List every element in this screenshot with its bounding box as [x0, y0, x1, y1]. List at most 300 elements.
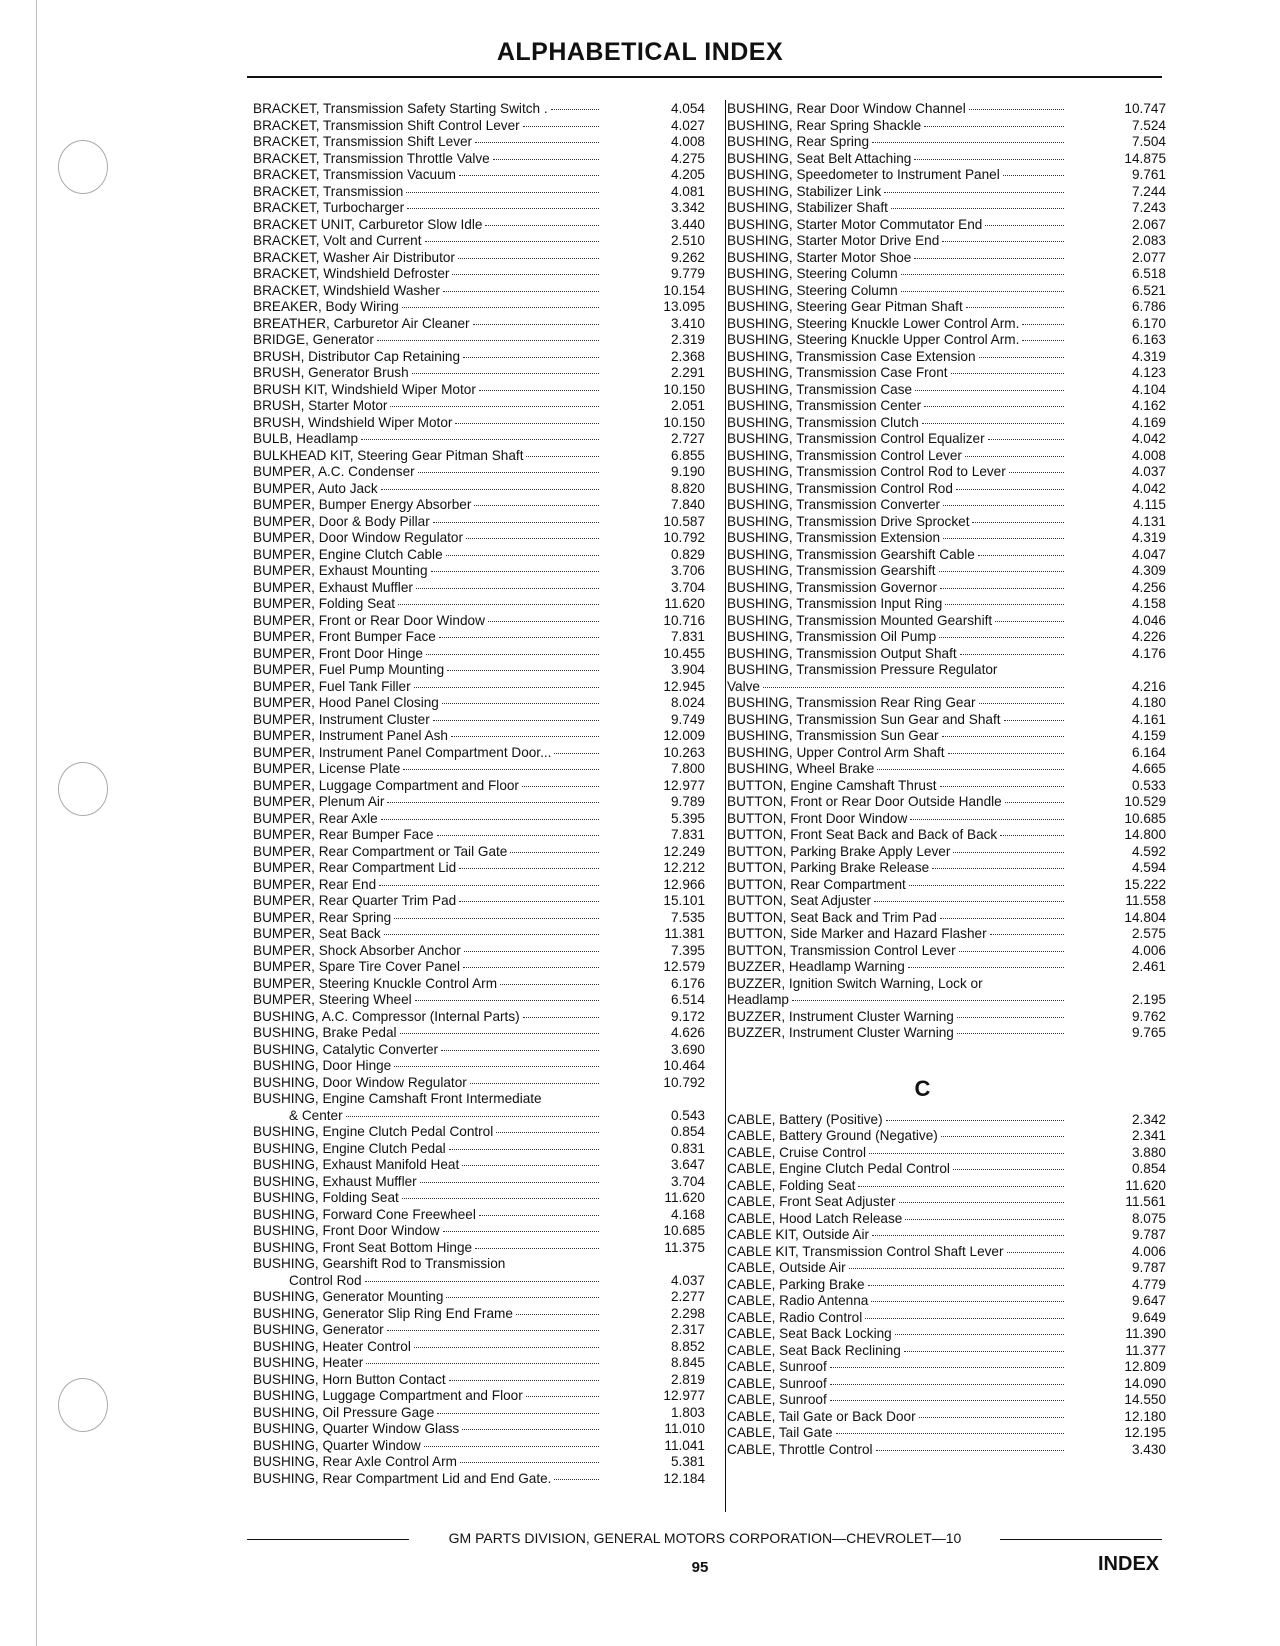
index-entry: [724, 1194, 1166, 1211]
entry-reference: 3.904: [670, 662, 705, 677]
index-entry: [253, 250, 705, 267]
entry-reference: 4.131: [1131, 513, 1166, 529]
punch-hole-mark: [58, 762, 108, 816]
dot-leader: [924, 406, 1064, 407]
index-entry: [253, 431, 705, 448]
dot-leader: [915, 390, 1064, 391]
index-entry: [724, 712, 1166, 729]
entry-text: CABLE, Parking Brake: [727, 1276, 865, 1292]
dot-leader: [1004, 720, 1064, 721]
entry-text: BUSHING, Transmission Gearshift: [727, 563, 936, 578]
entry-reference: 1.803: [670, 1404, 705, 1420]
index-entry: [253, 926, 705, 943]
entry-text: BRUSH, Distributor Cap Retaining: [253, 348, 461, 364]
dot-leader: [966, 307, 1064, 308]
entry-text: BUSHING, Exhaust Manifold Heat: [253, 1157, 460, 1172]
index-entry: [253, 1174, 705, 1191]
dot-leader: [554, 1479, 599, 1480]
dot-leader: [406, 192, 599, 193]
entry-reference: 15.101: [663, 893, 705, 908]
entry-reference: 12.195: [1124, 1425, 1166, 1440]
entry-text: BUMPER, Front Bumper Face: [253, 629, 436, 644]
entry-text: CABLE, Radio Control: [727, 1309, 863, 1325]
entry-text: BUSHING, Stabilizer Shaft: [727, 200, 888, 215]
index-entry: [253, 1339, 705, 1356]
entry-reference: 12.579: [663, 959, 705, 974]
entry-reference: 8.845: [670, 1355, 705, 1370]
punch-hole-mark: [58, 140, 108, 194]
entry-reference: 14.090: [1124, 1375, 1166, 1391]
entry-text: BRACKET, Turbocharger: [253, 200, 405, 215]
dot-leader: [932, 868, 1064, 869]
entry-text: BUSHING, Seat Belt Attaching: [727, 150, 912, 166]
dot-leader: [446, 1297, 599, 1298]
entry-text: BUZZER, Instrument Cluster Warning: [727, 1008, 954, 1024]
entry-reference: 10.685: [663, 1223, 705, 1238]
entry-text: BUSHING, Transmission Converter: [727, 497, 941, 512]
entry-reference: 2.077: [1131, 249, 1166, 265]
entry-text: BUMPER, Engine Clutch Cable: [253, 546, 443, 562]
entry-text: BUTTON, Transmission Control Lever: [727, 942, 956, 958]
index-entry: [253, 118, 705, 135]
entry-reference: 4.309: [1131, 563, 1166, 578]
dot-leader: [387, 802, 599, 803]
index-entry: [724, 514, 1166, 531]
index-column-left: [253, 101, 705, 1487]
entry-reference: 4.161: [1131, 711, 1166, 727]
dot-leader: [792, 1000, 1064, 1001]
entry-reference: 4.046: [1131, 612, 1166, 628]
entry-text: BRACKET, Volt and Current: [253, 233, 422, 248]
dot-leader: [1003, 175, 1064, 176]
dot-leader: [522, 786, 599, 787]
index-entry: [253, 827, 705, 844]
entry-text: BUMPER, Luggage Compartment and Floor: [253, 777, 519, 793]
index-entry: [253, 695, 705, 712]
entry-reference: 3.690: [670, 1041, 705, 1057]
entry-text: BUSHING, Catalytic Converter: [253, 1041, 439, 1057]
dot-leader: [441, 1050, 599, 1051]
dot-leader: [910, 819, 1064, 820]
dot-leader: [978, 555, 1064, 556]
entry-reference: 2.575: [1131, 926, 1166, 941]
index-entry: [724, 1128, 1166, 1145]
dot-leader: [895, 1334, 1064, 1335]
index-entry: [253, 266, 705, 283]
entry-reference: 12.977: [663, 1388, 705, 1403]
dot-leader: [945, 604, 1064, 605]
entry-reference: 2.368: [670, 348, 705, 364]
entry-text: BUSHING, Rear Axle Control Arm: [253, 1454, 457, 1469]
index-entry: [253, 596, 705, 613]
entry-text: BRACKET, Windshield Washer: [253, 282, 440, 298]
section-label: INDEX: [1098, 1553, 1160, 1575]
entry-reference: 9.761: [1131, 167, 1166, 182]
index-entry: [253, 349, 705, 366]
entry-reference: 10.685: [1124, 810, 1166, 826]
entry-text: BUTTON, Parking Brake Apply Lever: [727, 843, 951, 859]
entry-reference: 9.779: [670, 266, 705, 281]
dot-leader: [462, 1429, 599, 1430]
dot-leader: [387, 1330, 599, 1331]
dot-leader: [876, 1450, 1064, 1451]
entry-text: CABLE, Battery Ground (Negative): [727, 1128, 938, 1143]
index-entry: [253, 1240, 705, 1257]
index-entry: [253, 1306, 705, 1323]
entry-text: BUMPER, Front Door Hinge: [253, 645, 423, 661]
entry-text: BUSHING, Quarter Window: [253, 1437, 421, 1453]
entry-text: BUSHING, Steering Knuckle Lower Control Arm.: [727, 315, 1020, 331]
index-entry: [724, 349, 1166, 366]
index-entry: [253, 1289, 705, 1306]
entry-text: BUZZER, Headlamp Warning: [727, 959, 905, 974]
dot-leader: [943, 505, 1064, 506]
entry-reference: 2.083: [1131, 233, 1166, 248]
entry-text: BUSHING, Transmission Case Extension: [727, 348, 976, 364]
entry-text: BUSHING, Transmission Gearshift Cable: [727, 546, 975, 562]
dot-leader: [462, 1165, 599, 1166]
index-entry: [253, 1355, 705, 1372]
entry-text: BUSHING, Brake Pedal: [253, 1025, 397, 1040]
dot-leader: [407, 208, 599, 209]
dot-leader: [943, 538, 1064, 539]
entry-text: CABLE, Tail Gate or Back Door: [727, 1408, 916, 1424]
entry-reference: 3.440: [670, 216, 705, 232]
entry-reference: 9.787: [1131, 1227, 1166, 1242]
dot-leader: [384, 934, 599, 935]
index-entry: [724, 184, 1166, 201]
entry-text: BUSHING, Transmission Center: [727, 398, 922, 413]
dot-leader: [361, 439, 599, 440]
page-title: ALPHABETICAL INDEX: [496, 38, 784, 66]
index-entry: [253, 1388, 705, 1405]
index-entry: [724, 151, 1166, 168]
index-entry: [724, 596, 1166, 613]
index-entry: [253, 415, 705, 432]
entry-text: BRACKET, Transmission Safety Starting Switch .: [253, 101, 548, 116]
dot-leader: [948, 753, 1064, 754]
index-entry: [724, 679, 1166, 696]
entry-reference: 10.747: [1124, 101, 1166, 116]
index-entry: [724, 1343, 1166, 1360]
index-entry: [253, 1256, 705, 1273]
entry-reference: 0.831: [670, 1140, 705, 1156]
entry-text: BUMPER, Rear Quarter Trim Pad: [253, 893, 457, 908]
entry-text: BUSHING, Starter Motor Drive End: [727, 233, 940, 248]
dot-leader: [526, 1396, 599, 1397]
index-entry: [724, 1376, 1166, 1393]
entry-reference: 2.461: [1131, 959, 1166, 974]
entry-reference: 0.854: [1131, 1161, 1166, 1176]
dot-leader: [551, 109, 599, 110]
dot-leader: [458, 258, 599, 259]
dot-leader: [459, 868, 599, 869]
index-entry: [253, 1438, 705, 1455]
entry-text: BUMPER, Rear Bumper Face: [253, 827, 434, 842]
dot-leader: [398, 604, 599, 605]
index-entry: [724, 1260, 1166, 1277]
entry-text: BUMPER, Rear Compartment Lid: [253, 860, 457, 875]
entry-reference: 12.809: [1124, 1359, 1166, 1374]
dot-leader: [463, 357, 599, 358]
entry-reference: 4.168: [670, 1206, 705, 1222]
index-entry: [253, 1009, 705, 1026]
dot-leader: [488, 621, 599, 622]
entry-reference: 2.277: [670, 1289, 705, 1304]
index-entry: [724, 662, 1166, 679]
index-entry: [724, 1293, 1166, 1310]
dot-leader: [475, 142, 599, 143]
dot-leader: [886, 1120, 1064, 1121]
entry-text: BUSHING, Starter Motor Shoe: [727, 249, 912, 265]
entry-text: Headlamp: [727, 992, 789, 1007]
entry-text: BUTTON, Seat Back and Trim Pad: [727, 909, 937, 925]
index-entry: [253, 1223, 705, 1240]
entry-text: BRUSH, Generator Brush: [253, 365, 409, 380]
entry-reference: 2.298: [670, 1305, 705, 1321]
entry-text: & Center: [289, 1107, 343, 1123]
dot-leader: [953, 852, 1064, 853]
entry-reference: 6.786: [1131, 299, 1166, 314]
dot-leader: [459, 901, 599, 902]
entry-text: BULB, Headlamp: [253, 431, 359, 446]
entry-text: CABLE, Outside Air: [727, 1260, 846, 1275]
entry-reference: 6.514: [670, 992, 705, 1007]
index-entry: [724, 217, 1166, 234]
index-entry: [253, 200, 705, 217]
entry-reference: 2.291: [670, 365, 705, 380]
entry-text: BUSHING, Generator: [253, 1322, 384, 1337]
entry-text: BULKHEAD KIT, Steering Gear Pitman Shaft: [253, 447, 524, 463]
entry-text: BUMPER, Rear End: [253, 876, 377, 892]
entry-reference: 7.244: [1131, 183, 1166, 199]
entry-text: CABLE, Seat Back Reclining: [727, 1342, 901, 1358]
entry-reference: 4.042: [1131, 431, 1166, 446]
entry-reference: 7.524: [1131, 117, 1166, 133]
entry-reference: 12.212: [663, 860, 705, 875]
dot-leader: [959, 951, 1064, 952]
entry-text: BUSHING, Transmission Pressure Regulator: [727, 662, 998, 677]
dot-leader: [1022, 324, 1064, 325]
dot-leader: [416, 588, 599, 589]
entry-text: BUSHING, Transmission Control Rod: [727, 480, 953, 496]
entry-text: BRUSH, Windshield Wiper Motor: [253, 414, 453, 430]
dot-leader: [995, 621, 1064, 622]
dot-leader: [891, 208, 1064, 209]
index-entry: [724, 431, 1166, 448]
index-entry: [724, 745, 1166, 762]
footer-rule-right: [1000, 1539, 1162, 1540]
dot-leader: [420, 1182, 599, 1183]
entry-reference: 14.804: [1124, 909, 1166, 925]
entry-reference: 9.789: [670, 794, 705, 809]
dot-leader: [830, 1400, 1064, 1401]
dot-leader: [1005, 802, 1064, 803]
index-entry: [724, 992, 1166, 1009]
entry-text: BUSHING, Transmission Rear Ring Gear: [727, 695, 976, 710]
entry-reference: 6.163: [1131, 332, 1166, 347]
index-entry: [253, 497, 705, 514]
entry-text: BUTTON, Parking Brake Release: [727, 860, 930, 875]
index-entry: [253, 283, 705, 300]
dot-leader: [951, 373, 1064, 374]
entry-text: BUSHING, Generator Mounting: [253, 1289, 444, 1304]
dot-leader: [479, 390, 599, 391]
entry-text: BUSHING, Quarter Window Glass: [253, 1421, 460, 1436]
entry-reference: 11.381: [664, 926, 705, 941]
entry-text: BUMPER, Steering Knuckle Control Arm: [253, 975, 498, 991]
entry-reference: 4.169: [1131, 414, 1166, 430]
index-entry: [253, 745, 705, 762]
dot-leader: [455, 423, 599, 424]
dot-leader: [858, 1186, 1064, 1187]
entry-text: CABLE, Sunroof: [727, 1359, 827, 1374]
entry-reference: 2.341: [1131, 1128, 1166, 1143]
index-entry: [724, 761, 1166, 778]
index-entry: [253, 1405, 705, 1422]
entry-text: BUSHING, Upper Control Arm Shaft: [727, 744, 945, 760]
entry-text: BUMPER, Hood Panel Closing: [253, 695, 439, 710]
index-entry: [724, 1112, 1166, 1129]
entry-text: BRUSH, Starter Motor: [253, 398, 388, 413]
entry-text: BUSHING, Door Window Regulator: [253, 1074, 467, 1090]
entry-reference: 10.464: [663, 1058, 705, 1073]
dot-leader: [510, 852, 599, 853]
index-entry: [253, 217, 705, 234]
dot-leader: [849, 1268, 1064, 1269]
entry-text: BUMPER, Plenum Air: [253, 794, 385, 809]
entry-reference: 4.008: [1131, 447, 1166, 463]
entry-reference: 5.381: [670, 1454, 705, 1469]
index-entry: [724, 530, 1166, 547]
entry-reference: 3.410: [670, 315, 705, 331]
index-entry: [253, 365, 705, 382]
index-entry: [253, 844, 705, 861]
entry-text: BRACKET, Washer Air Distributor: [253, 249, 455, 265]
dot-leader: [446, 555, 599, 556]
dot-leader: [474, 505, 599, 506]
dot-leader: [836, 1433, 1064, 1434]
entry-text: BUZZER, Instrument Cluster Warning: [727, 1025, 954, 1040]
entry-reference: 11.561: [1125, 1194, 1166, 1209]
entry-text: BUSHING, Steering Gear Pitman Shaft: [727, 299, 963, 314]
dot-leader: [869, 1153, 1064, 1154]
entry-reference: 14.800: [1124, 827, 1166, 842]
entry-reference: 4.047: [1131, 546, 1166, 562]
dot-leader: [346, 1116, 599, 1117]
entry-reference: 11.620: [1125, 1177, 1166, 1193]
index-entry: [724, 877, 1166, 894]
entry-text: BUMPER, Spare Tire Cover Panel: [253, 959, 461, 974]
index-entry: [724, 1211, 1166, 1228]
entry-text: BUSHING, Wheel Brake: [727, 761, 875, 776]
entry-text: BUTTON, Seat Adjuster: [727, 893, 872, 908]
entry-reference: 11.375: [664, 1239, 705, 1255]
dot-leader: [403, 769, 599, 770]
entry-reference: 4.008: [670, 134, 705, 149]
index-entry: [253, 464, 705, 481]
dot-leader: [402, 1198, 599, 1199]
index-entry: [253, 1273, 705, 1290]
entry-text: Control Rod: [289, 1272, 362, 1288]
index-entry: [724, 860, 1166, 877]
entry-text: BUMPER, Steering Wheel: [253, 992, 412, 1007]
entry-reference: 4.115: [1132, 497, 1166, 512]
dot-leader: [990, 934, 1064, 935]
entry-reference: 10.154: [663, 282, 705, 298]
footer-text: GM PARTS DIVISION, GENERAL MOTORS CORPORATION—CHEVROLET—10: [448, 1530, 962, 1546]
entry-reference: 9.749: [670, 711, 705, 727]
dot-leader: [433, 522, 599, 523]
entry-reference: 4.594: [1131, 860, 1166, 875]
dot-leader: [914, 258, 1064, 259]
entry-text: BUSHING, Transmission Clutch: [727, 414, 919, 430]
dot-leader: [940, 588, 1064, 589]
section-letter-heading: C: [914, 1075, 931, 1101]
dot-leader: [418, 472, 599, 473]
entry-reference: 9.647: [1131, 1293, 1166, 1308]
dot-leader: [390, 406, 599, 407]
entry-text: BUSHING, Rear Door Window Channel: [727, 101, 966, 116]
entry-text: BRACKET, Transmission Shift Lever: [253, 134, 473, 149]
entry-reference: 10.792: [663, 1074, 705, 1090]
dot-leader: [459, 175, 599, 176]
index-entry: [724, 299, 1166, 316]
entry-text: BUSHING, Transmission Sun Gear and Shaft: [727, 711, 1001, 727]
entry-text: BUTTON, Front or Rear Door Outside Handle: [727, 794, 1002, 809]
entry-reference: 2.819: [670, 1371, 705, 1387]
dot-leader: [464, 951, 599, 952]
entry-reference: 4.162: [1131, 398, 1166, 413]
index-entry: [253, 1124, 705, 1141]
dot-leader: [1009, 472, 1064, 473]
entry-text: CABLE, Tail Gate: [727, 1425, 833, 1440]
entry-text: BUSHING, Forward Cone Freewheel: [253, 1206, 476, 1222]
index-entry: [253, 1157, 705, 1174]
dot-leader: [979, 703, 1064, 704]
entry-reference: 7.243: [1131, 200, 1166, 215]
index-entry: [253, 1091, 705, 1108]
index-entry: [253, 893, 705, 910]
dot-leader: [414, 687, 599, 688]
dot-leader: [452, 274, 599, 275]
entry-reference: 7.831: [670, 827, 705, 842]
entry-text: BUSHING, Transmission Drive Sprocket: [727, 513, 970, 529]
index-entry: [724, 1409, 1166, 1426]
entry-text: BUSHING, Oil Pressure Gage: [253, 1404, 435, 1420]
dot-leader: [400, 1033, 599, 1034]
index-entry: [253, 382, 705, 399]
entry-reference: 4.592: [1131, 843, 1166, 859]
entry-text: CABLE KIT, Outside Air: [727, 1227, 870, 1242]
entry-text: BREAKER, Body Wiring: [253, 299, 399, 314]
entry-reference: 4.275: [670, 150, 705, 166]
dot-leader: [865, 1318, 1064, 1319]
dot-leader: [426, 654, 599, 655]
entry-reference: 9.762: [1131, 1008, 1166, 1024]
dot-leader: [908, 967, 1064, 968]
index-entry: [253, 877, 705, 894]
entry-text: BUSHING, Transmission Sun Gear: [727, 728, 939, 743]
entry-reference: 3.430: [1131, 1441, 1166, 1457]
entry-text: BUMPER, Seat Back: [253, 926, 381, 941]
index-entry: [253, 959, 705, 976]
index-entry: [253, 1454, 705, 1471]
entry-text: BRACKET UNIT, Carburetor Slow Idle: [253, 216, 483, 232]
index-entry: [253, 580, 705, 597]
entry-reference: 2.727: [670, 431, 705, 446]
entry-text: BUSHING, Heater: [253, 1355, 364, 1370]
